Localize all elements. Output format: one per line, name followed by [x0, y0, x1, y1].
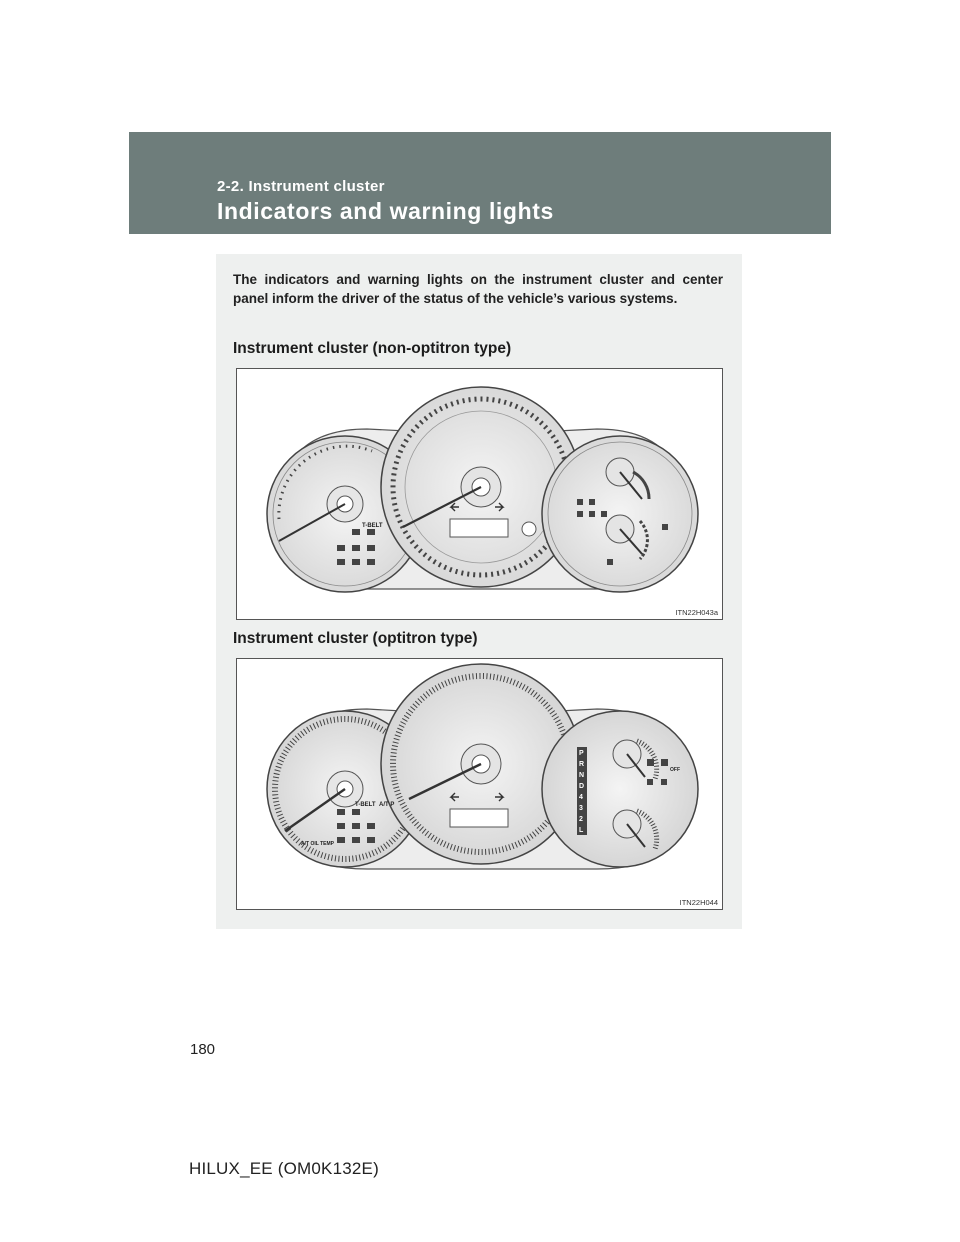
- gear-l: L: [579, 827, 584, 834]
- atp-label: A/T P: [379, 802, 395, 808]
- section-label: 2-2. Instrument cluster: [217, 178, 385, 195]
- figure-optitron: [236, 658, 723, 910]
- figure-non-optitron: [236, 368, 723, 620]
- tbelt-label-optitron: T-BELT: [355, 802, 376, 808]
- document-code: HILUX_EE (OM0K132E): [189, 1159, 379, 1178]
- figure-heading-optitron: Instrument cluster (optitron type): [233, 630, 478, 647]
- gear-r: R: [579, 761, 585, 768]
- page-number: 180: [190, 1041, 216, 1058]
- gear-n: N: [579, 772, 585, 779]
- page-title: Indicators and warning lights: [217, 198, 554, 224]
- header-band: [129, 132, 831, 234]
- figure-id: ITN22H044: [679, 898, 718, 907]
- cluster-illustration-optitron: [237, 659, 724, 911]
- at-oil-temp-label: A/T OIL TEMP: [301, 841, 334, 847]
- gear-3: 3: [579, 805, 583, 812]
- intro-paragraph: The indicators and warning lights on the instrument cluster and center panel inform the driver of the status of the vehicle’s various systems.: [233, 272, 723, 306]
- gear-position-column: [577, 747, 587, 835]
- gear-d: D: [579, 783, 585, 790]
- tbelt-label: T-BELT: [362, 523, 383, 529]
- gear-4: 4: [579, 794, 583, 801]
- gear-2: 2: [579, 816, 583, 823]
- content-panel: [216, 254, 742, 929]
- off-label: OFF: [670, 767, 680, 773]
- gear-p: P: [579, 750, 584, 757]
- cluster-illustration-non-optitron: [237, 369, 724, 621]
- figure-id: ITN22H043a: [675, 608, 718, 617]
- figure-heading-non-optitron: Instrument cluster (non-optitron type): [233, 340, 512, 357]
